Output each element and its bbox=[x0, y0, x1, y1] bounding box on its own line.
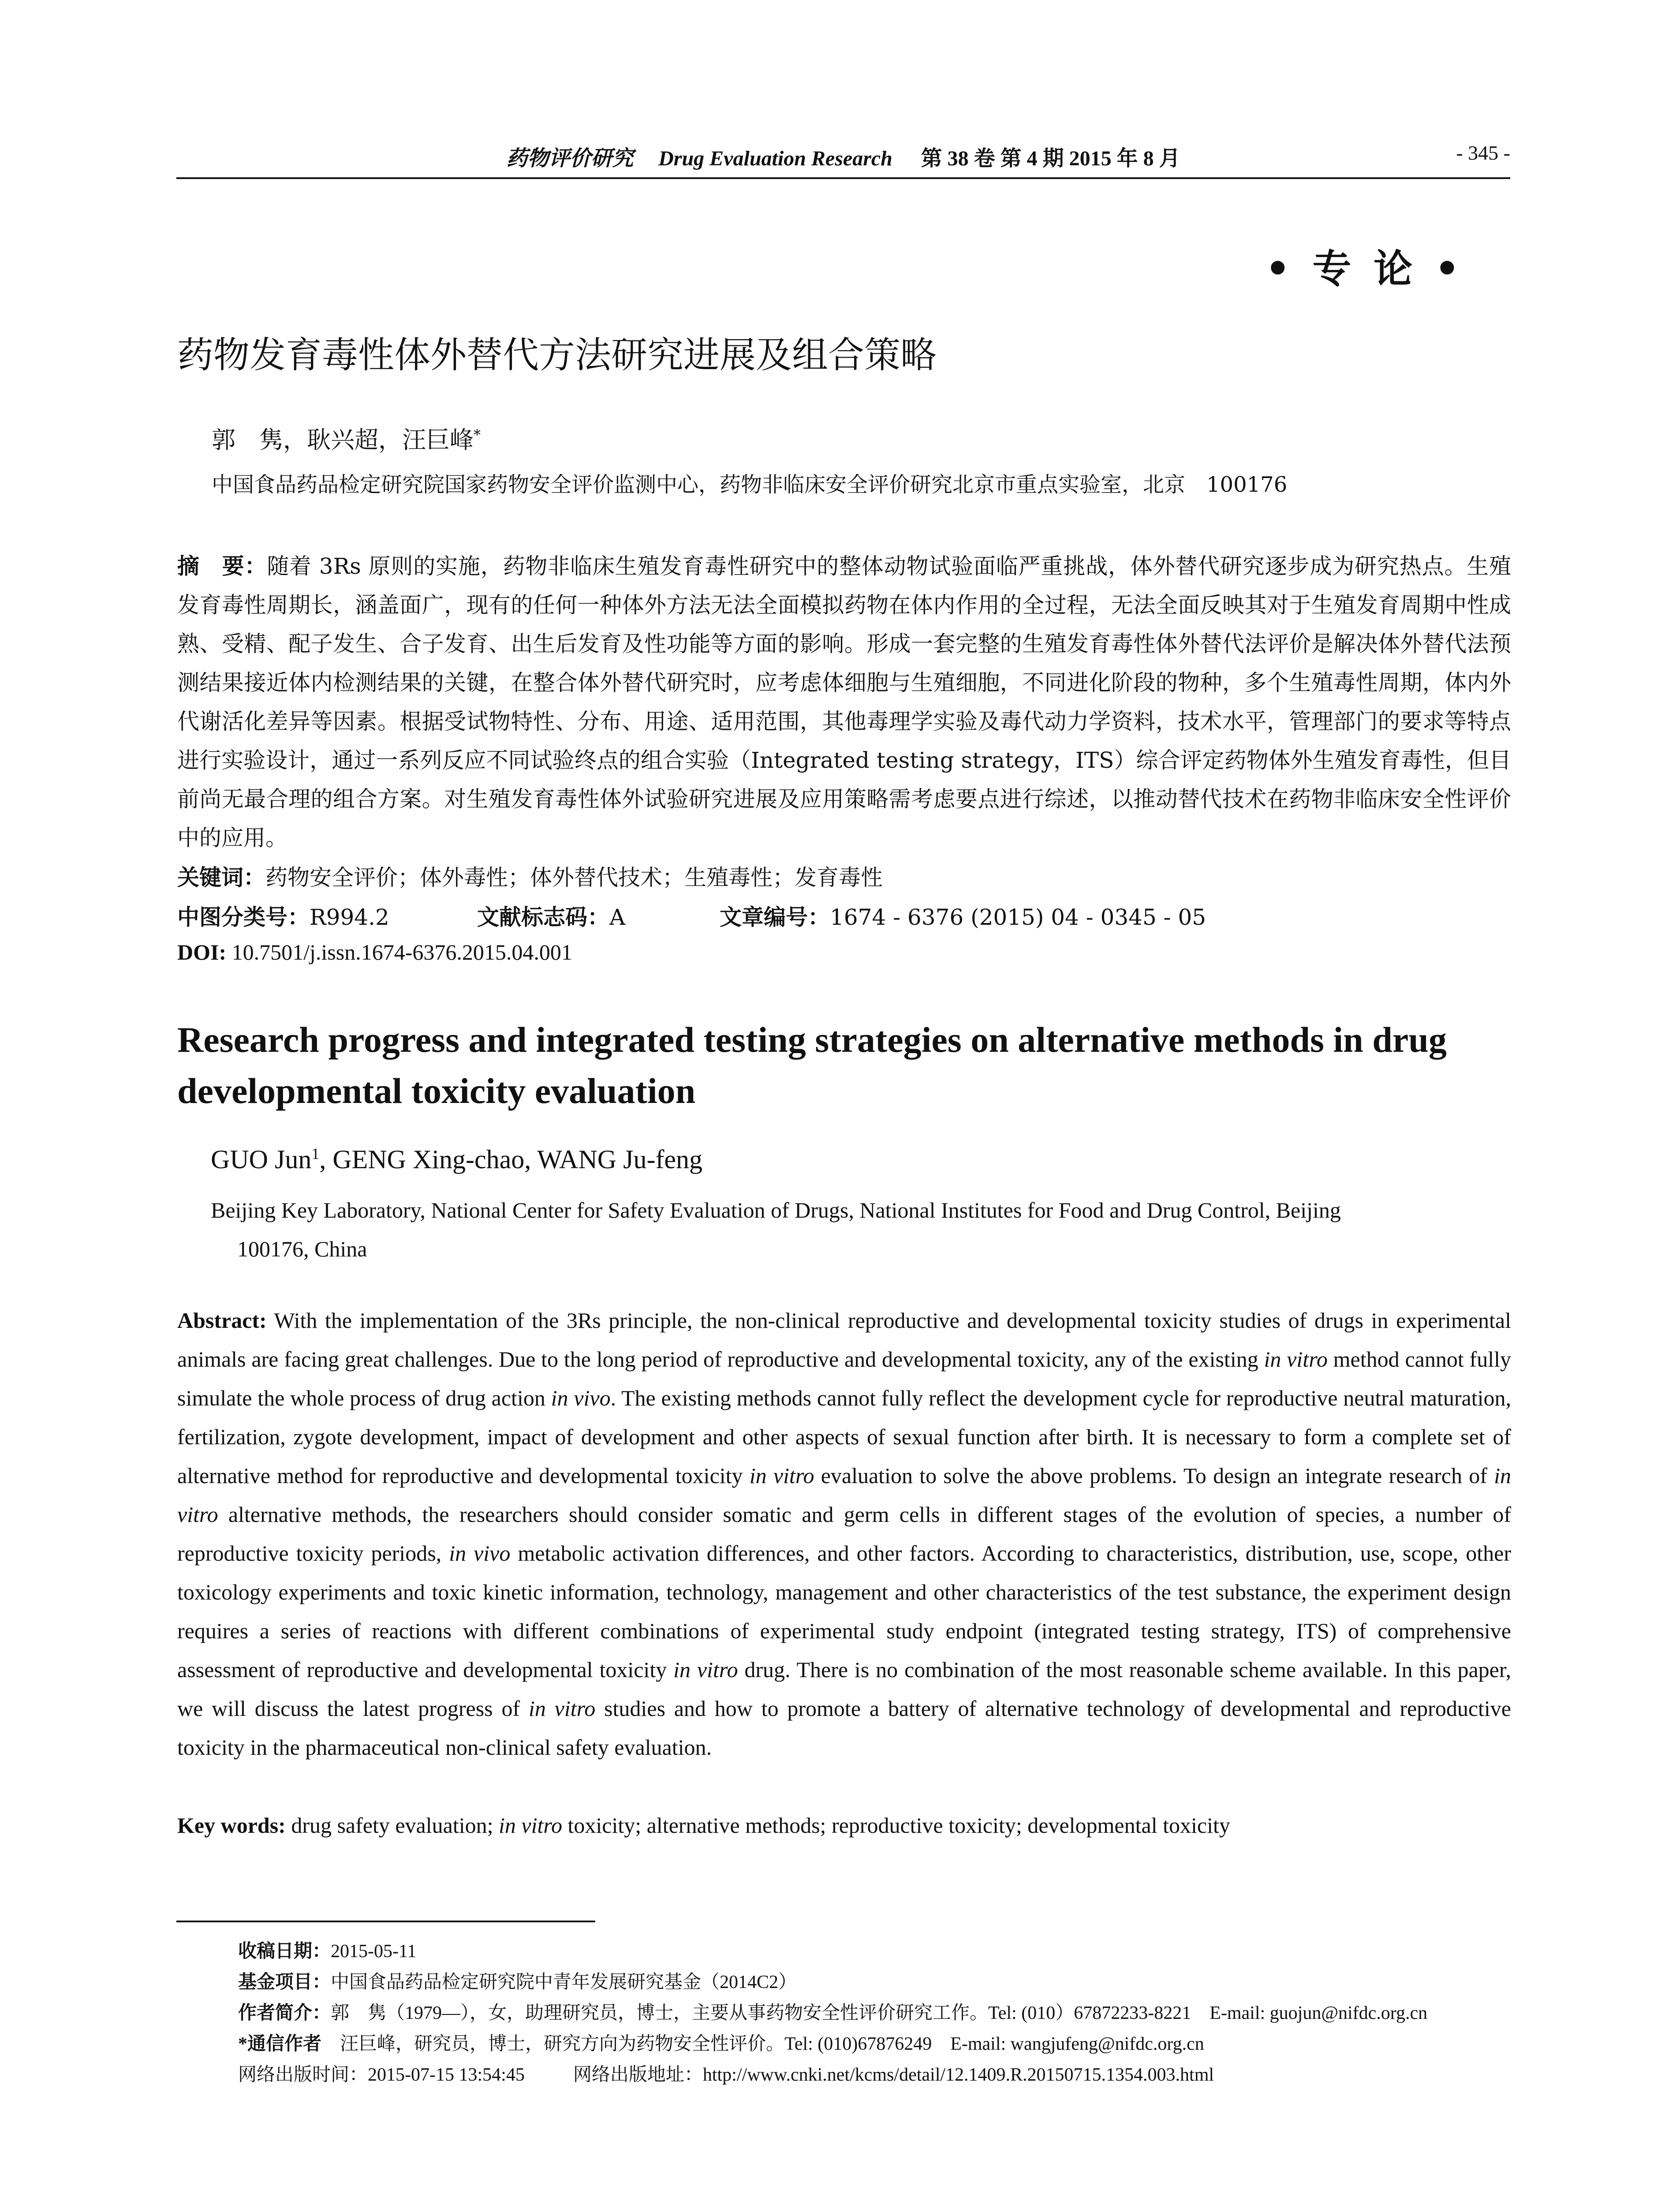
footnote-author bbox=[238, 1998, 1517, 2029]
issue-info: 第 38 卷 第 4 期 2015 年 8 月 bbox=[921, 147, 1180, 170]
abstract-cn bbox=[177, 547, 1511, 857]
footnote-online bbox=[238, 2059, 1517, 2090]
doc-code-value: A bbox=[609, 904, 626, 930]
abstract-en-text: method cannot fully simulate the whole process of drug action bbox=[177, 1347, 1511, 1410]
abstract-en-text: evaluation to solve the above problems. To design an integrate research of bbox=[814, 1463, 1494, 1488]
keywords-en bbox=[177, 1813, 1230, 1838]
doi-label: DOI: bbox=[177, 940, 227, 964]
affiliation-cn: 中国食品药品检定研究院国家药物安全评价监测中心，药物非临床安全评价研究北京市重点实验室，北京 100176 bbox=[212, 472, 1288, 497]
footnote-rule bbox=[176, 1921, 595, 1922]
received-value: 2015-05-11 bbox=[331, 1941, 417, 1962]
doi-value: 10.7501/j.issn.1674-6376.2015.04.001 bbox=[231, 940, 572, 964]
corresponding-value: 汪巨峰，研究员，博士，研究方向为药物安全性评价。Tel: (010)67876249 E-mail: wangjufeng@nifdc.org.cn bbox=[321, 2034, 1204, 2054]
footnote-fund bbox=[238, 1967, 1517, 1998]
author-bio-value: 郭 隽（1979—），女，助理研究员，博士，主要从事药物安全性评价研究工作。Tel: (010）67872233-8221 E-mail: guojun@nifdc.org.cn bbox=[331, 2003, 1428, 2023]
fund-value: 中国食品药品检定研究院中青年发展研究基金（2014C2） bbox=[331, 1972, 797, 1992]
classification-line bbox=[177, 900, 1511, 935]
authors-cn bbox=[212, 421, 481, 455]
keywords-en-text: drug safety evaluation; bbox=[285, 1813, 499, 1838]
online-url-label: 网络出版地址： bbox=[573, 2065, 703, 2085]
term-in-vitro: in vitro bbox=[177, 1463, 1511, 1527]
abstract-en-text: . The existing methods cannot fully reflect the development cycle for reproductive neutral maturation, fertilization, zygote development, impact of development and other aspects of sexual function after birth. It is necessary to form a complete set of alternative method for reproductive and developmental toxicity bbox=[177, 1386, 1512, 1488]
column-tag: • 专 论 • bbox=[1265, 246, 1464, 292]
running-header bbox=[176, 141, 1510, 176]
affiliation-en-line1: Beijing Key Laboratory, National Center for Safety Evaluation of Drugs, National Institutes for Food and Drug Control, Beijing bbox=[211, 1198, 1341, 1222]
online-time-label: 网络出版时间： bbox=[238, 2065, 368, 2085]
journal-name-cn: 药物评价研究 bbox=[506, 146, 634, 171]
article-no-field bbox=[720, 900, 1206, 931]
abstract-cn-label: 摘 要： bbox=[177, 553, 267, 579]
corresponding-mark: * bbox=[474, 426, 481, 443]
abstract-en-text: studies and how to promote a battery of alternative technology of developmental and reproductive toxicity in the pharmaceutical non-clinical safety evaluation. bbox=[177, 1696, 1511, 1760]
clc-field bbox=[177, 900, 389, 931]
running-header-center bbox=[176, 141, 1510, 172]
title-en: Research progress and integrated testing strategies on alternative methods in drug developmental toxicity evaluation bbox=[177, 1020, 1447, 1111]
abstract-en-label: Abstract: bbox=[177, 1308, 267, 1333]
received-label: 收稿日期： bbox=[238, 1941, 331, 1962]
term-in-vivo: in vivo bbox=[449, 1541, 511, 1566]
author-names-cn: 郭 隽，耿兴超，汪巨峰 bbox=[212, 426, 474, 454]
title-cn: 药物发育毒性体外替代方法研究进展及组合策略 bbox=[177, 334, 937, 376]
affiliation-en-line2: 100176, China bbox=[237, 1237, 367, 1261]
abstract-en-text: With the implementation of the 3Rs principle, the non-clinical reproductive and developmental toxicity studies of drugs in experimental animals are facing great challenges. Due to the long period of reproductive and developmental toxicity, any of the existing bbox=[177, 1308, 1511, 1372]
abstract-en-text: drug. There is no combination of the most reasonable scheme available. In this paper, we will discuss the latest progress of bbox=[177, 1657, 1511, 1721]
author-rest-en: , GENG Xing-chao, WANG Ju-feng bbox=[319, 1145, 703, 1174]
footnotes bbox=[238, 1936, 1517, 2090]
article-no-value: 1674 - 6376 (2015) 04 - 0345 - 05 bbox=[830, 904, 1206, 930]
author-first-en: GUO Jun bbox=[211, 1145, 312, 1174]
keywords-en-label: Key words: bbox=[177, 1813, 286, 1838]
term-in-vivo: in vivo bbox=[551, 1386, 611, 1410]
online-url-value: http://www.cnki.net/kcms/detail/12.1409.R.20150715.1354.003.html bbox=[702, 2065, 1214, 2085]
abstract-en-text: metabolic activation differences, and other factors. According to characteristics, distribution, use, scope, other toxicology experiments and toxic kinetic information, technology, management and other characteristics of the test substance, the experiment design requires a series of reactions with different combinations of experimental study endpoint (integrated testing strategy, ITS) of comprehensive assessment of reproductive and developmental toxicity bbox=[177, 1541, 1511, 1682]
term-in-vitro: in vitro bbox=[499, 1813, 562, 1838]
author-bio-label: 作者简介： bbox=[238, 2003, 331, 2023]
keywords-cn-text: 药物安全评价；体外毒性；体外替代技术；生殖毒性；发育毒性 bbox=[265, 865, 883, 890]
fund-label: 基金项目： bbox=[238, 1972, 331, 1992]
term-in-vitro: in vitro bbox=[528, 1696, 596, 1721]
article-no-label: 文章编号： bbox=[720, 904, 830, 930]
abstract-cn-text: 随着 3Rs 原则的实施，药物非临床生殖发育毒性研究中的整体动物试验面临严重挑战，体外替代研究逐步成为研究热点。生殖发育毒性周期长，涵盖面广，现有的任何一种体外方法无法全面模拟药物在体内作用的全过程，无法全面反映其对于生殖发育周期中性成熟、受精、配子发生、合子发育、出生后发育及性功能等方面的影响。形成一套完整的生殖发育毒性体外替代法评价是解决体外替代法预测结果接近体内检测结果的关键，在整合体外替代研究时，应考虑体细胞与生殖细胞，不同进化阶段的物种，多个生殖毒性周期，体内外代谢活化差异等因素。根据受试物特性、分布、用途、适用范围，其他毒理学实验及毒代动力学资料，技术水平，管理部门的要求等特点进行实验设计，通过一系列反应不同试验终点的组合实验（Integrated testing strategy，ITS）综合评定药物体外生殖发育毒性，但目前尚无最合理的组合方案。对生殖发育毒性体外试验研究进展及应用策略需考虑要点进行综述，以推动替代技术在药物非临床安全性评价中的应用。 bbox=[177, 553, 1512, 851]
online-time-value: 2015-07-15 13:54:45 bbox=[368, 2065, 525, 2085]
authors-en bbox=[211, 1144, 702, 1175]
abstract-en bbox=[177, 1301, 1511, 1767]
header-rule bbox=[176, 177, 1510, 179]
keywords-en-text: toxicity; alternative methods; reproductive toxicity; developmental toxicity bbox=[562, 1813, 1230, 1838]
journal-name-en: Drug Evaluation Research bbox=[658, 147, 892, 170]
term-in-vitro: in vitro bbox=[1264, 1347, 1328, 1372]
clc-value: R994.2 bbox=[310, 904, 389, 930]
doi-line bbox=[177, 939, 572, 965]
term-in-vitro: in vitro bbox=[673, 1657, 738, 1682]
term-in-vitro: in vitro bbox=[749, 1463, 814, 1488]
keywords-cn-label: 关键词： bbox=[177, 864, 265, 890]
doc-code-field bbox=[477, 900, 625, 931]
keywords-cn bbox=[177, 860, 883, 892]
affiliation-en bbox=[211, 1191, 1512, 1268]
page-number: - 345 - bbox=[1456, 142, 1510, 164]
footnote-received bbox=[238, 1936, 1517, 1967]
clc-label: 中图分类号： bbox=[177, 904, 310, 930]
doc-code-label: 文献标志码： bbox=[477, 904, 609, 930]
footnote-corresponding bbox=[238, 2029, 1517, 2059]
affiliation-mark: 1 bbox=[311, 1145, 320, 1162]
corresponding-label: *通信作者 bbox=[238, 2034, 322, 2054]
abstract-en-text: alternative methods, the researchers should consider somatic and germ cells in different stages of the evolution of species, a number of reproductive toxicity periods, bbox=[177, 1502, 1511, 1566]
